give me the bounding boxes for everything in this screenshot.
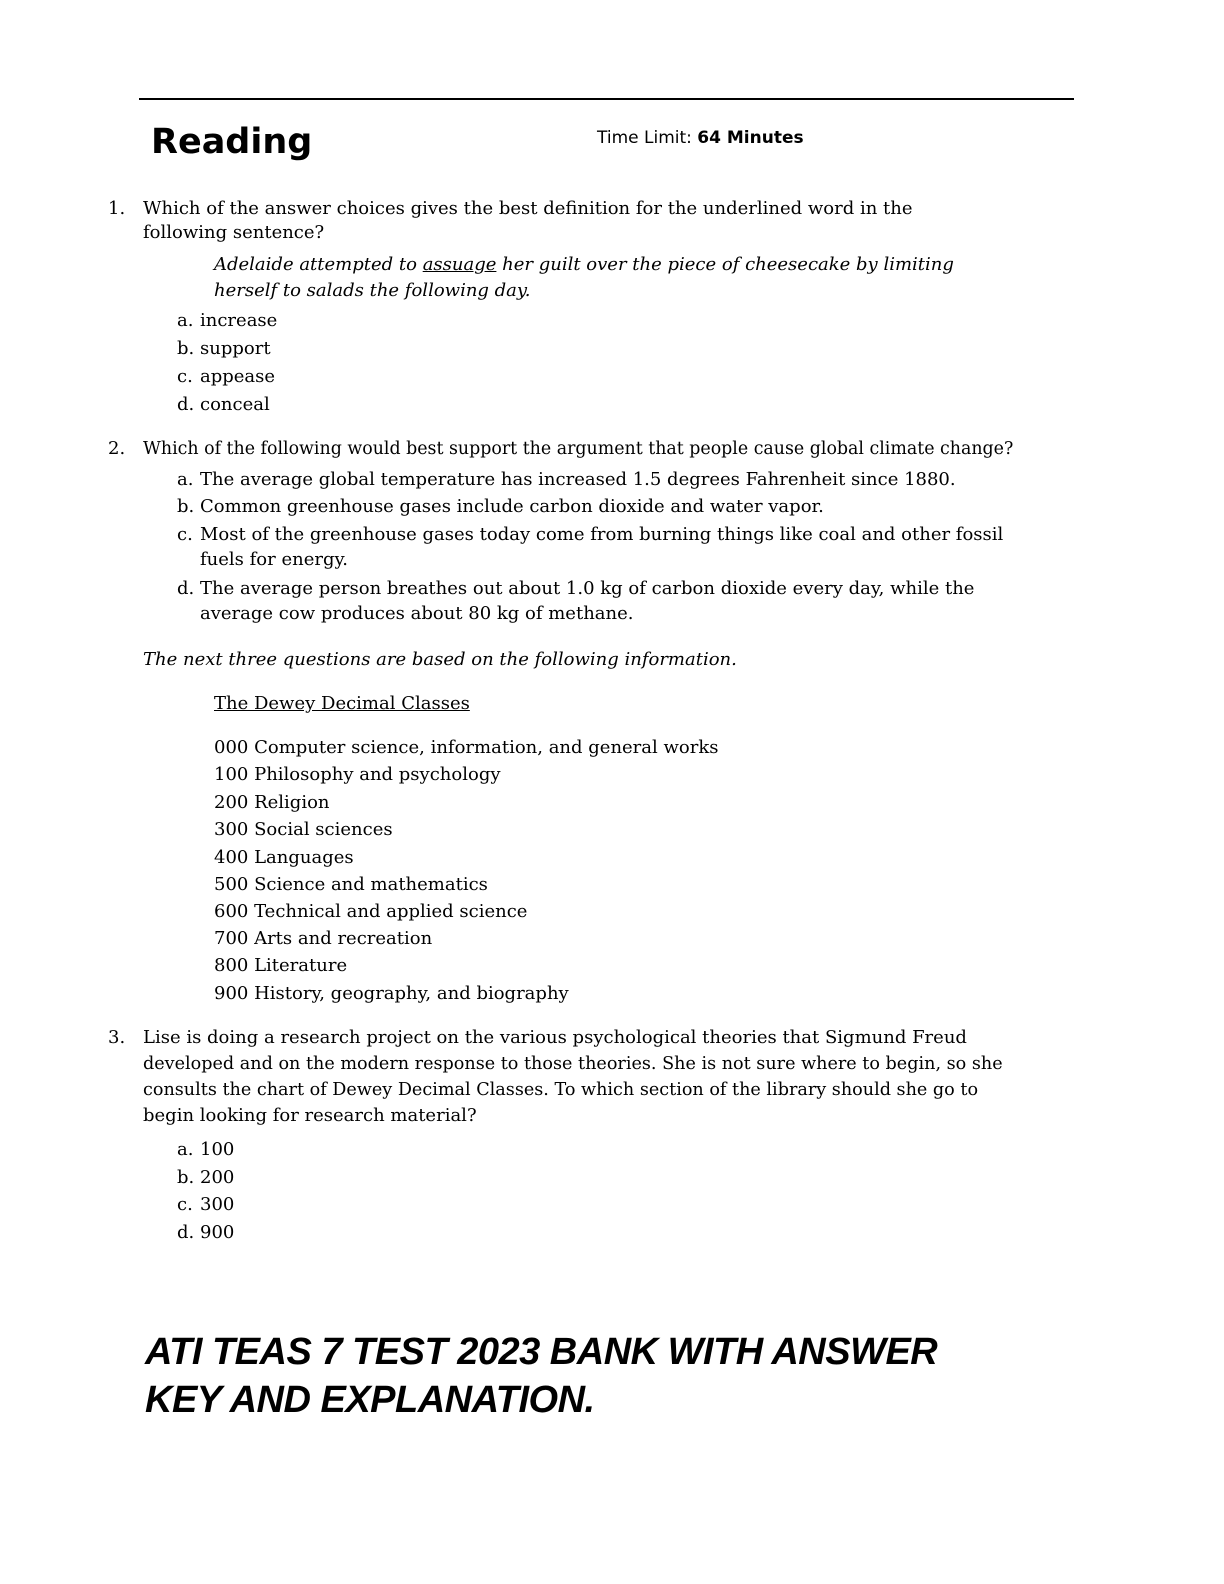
underlined-word: assuage — [422, 254, 497, 275]
question-2-prompt: Which of the following would best support the argument that people cause global climate change? — [143, 439, 1014, 459]
dewey-class-300: 300 Social sciences — [214, 819, 393, 840]
question-1-option-b: support — [200, 338, 271, 359]
dewey-class-200: 200 Religion — [214, 792, 330, 813]
question-3-option-a: 100 — [200, 1139, 235, 1160]
question-3-prompt-line-4: begin looking for research material? — [143, 1105, 477, 1126]
question-3-option-d: 900 — [200, 1222, 235, 1243]
passage-title: The Dewey Decimal Classes — [214, 693, 470, 714]
question-3-option-a-letter: a. — [177, 1139, 194, 1160]
dewey-class-100: 100 Philosophy and psychology — [214, 764, 501, 785]
question-1-option-c-letter: c. — [177, 366, 193, 387]
header-rule — [139, 98, 1074, 100]
section-title: Reading — [151, 122, 313, 162]
question-3-prompt-line-3: consults the chart of Dewey Decimal Classes. To which section of the library should she go to — [143, 1080, 979, 1100]
question-2-option-a: The average global temperature has increased 1.5 degrees Fahrenheit since 1880. — [200, 469, 956, 490]
question-1-option-a-letter: a. — [177, 310, 194, 331]
dewey-class-600: 600 Technical and applied science — [214, 901, 528, 922]
footer-title-line-2: KEY AND EXPLANATION. — [145, 1379, 595, 1421]
question-1-number: 1. — [108, 198, 126, 219]
question-3-number: 3. — [108, 1027, 126, 1048]
question-3-option-b-letter: b. — [177, 1167, 195, 1188]
question-2-option-b-letter: b. — [177, 496, 195, 517]
question-1-option-d-letter: d. — [177, 394, 195, 415]
time-limit-label: Time Limit: — [597, 128, 692, 148]
time-limit — [597, 124, 804, 152]
question-2-option-c-line-2: fuels for energy. — [200, 549, 348, 570]
question-1-prompt-line-1: Which of the answer choices gives the best definition for the underlined word in the — [143, 198, 913, 219]
question-2-option-d-line-2: average cow produces about 80 kg of methane. — [200, 603, 634, 624]
question-1-option-d: conceal — [200, 394, 270, 415]
dewey-class-900: 900 History, geography, and biography — [214, 983, 569, 1004]
question-2-option-b: Common greenhouse gases include carbon dioxide and water vapor. — [200, 496, 824, 517]
question-2-option-c-line-1: Most of the greenhouse gases today come from burning things like coal and other fossil — [200, 524, 1004, 545]
question-2-option-c-letter: c. — [177, 524, 193, 545]
footer-title-line-1: ATI TEAS 7 TEST 2023 BANK WITH ANSWER — [145, 1331, 938, 1373]
question-1-option-a: increase — [200, 310, 278, 331]
question-1-option-c: appease — [200, 366, 276, 387]
footer-title — [145, 1328, 1045, 1424]
question-1-sentence-line-2: herself to salads the following day. — [214, 280, 531, 301]
dewey-class-700: 700 Arts and recreation — [214, 928, 433, 949]
question-3-option-c-letter: c. — [177, 1194, 193, 1215]
question-2-option-d-line-1: The average person breathes out about 1.0 kg of carbon dioxide every day, while the — [200, 578, 975, 599]
dewey-class-000: 000 Computer science, information, and general works — [214, 737, 719, 758]
question-3-option-d-letter: d. — [177, 1222, 195, 1243]
question-3-option-c: 300 — [200, 1194, 235, 1215]
question-3-prompt-line-1: Lise is doing a research project on the various psychological theories that Sigmund Freud — [143, 1027, 967, 1048]
sentence-after: her guilt over the piece of cheesecake by limiting — [496, 254, 954, 275]
question-3-prompt-line-2: developed and on the modern response to those theories. She is not sure where to begin, so she — [143, 1054, 1003, 1074]
question-2-option-a-letter: a. — [177, 469, 194, 490]
question-2-option-d-letter: d. — [177, 578, 195, 599]
dewey-class-500: 500 Science and mathematics — [214, 874, 488, 895]
dewey-class-400: 400 Languages — [214, 847, 354, 868]
question-1-sentence-line-1 — [214, 253, 954, 277]
time-limit-value: 64 Minutes — [697, 128, 804, 148]
question-2-number: 2. — [108, 438, 126, 459]
question-3-option-b: 200 — [200, 1167, 235, 1188]
dewey-class-800: 800 Literature — [214, 955, 348, 976]
passage-intro: The next three questions are based on the following information. — [143, 649, 737, 670]
question-1-option-b-letter: b. — [177, 338, 195, 359]
sentence-before: Adelaide attempted to — [214, 254, 423, 275]
question-1-prompt-line-2: following sentence? — [143, 222, 325, 243]
